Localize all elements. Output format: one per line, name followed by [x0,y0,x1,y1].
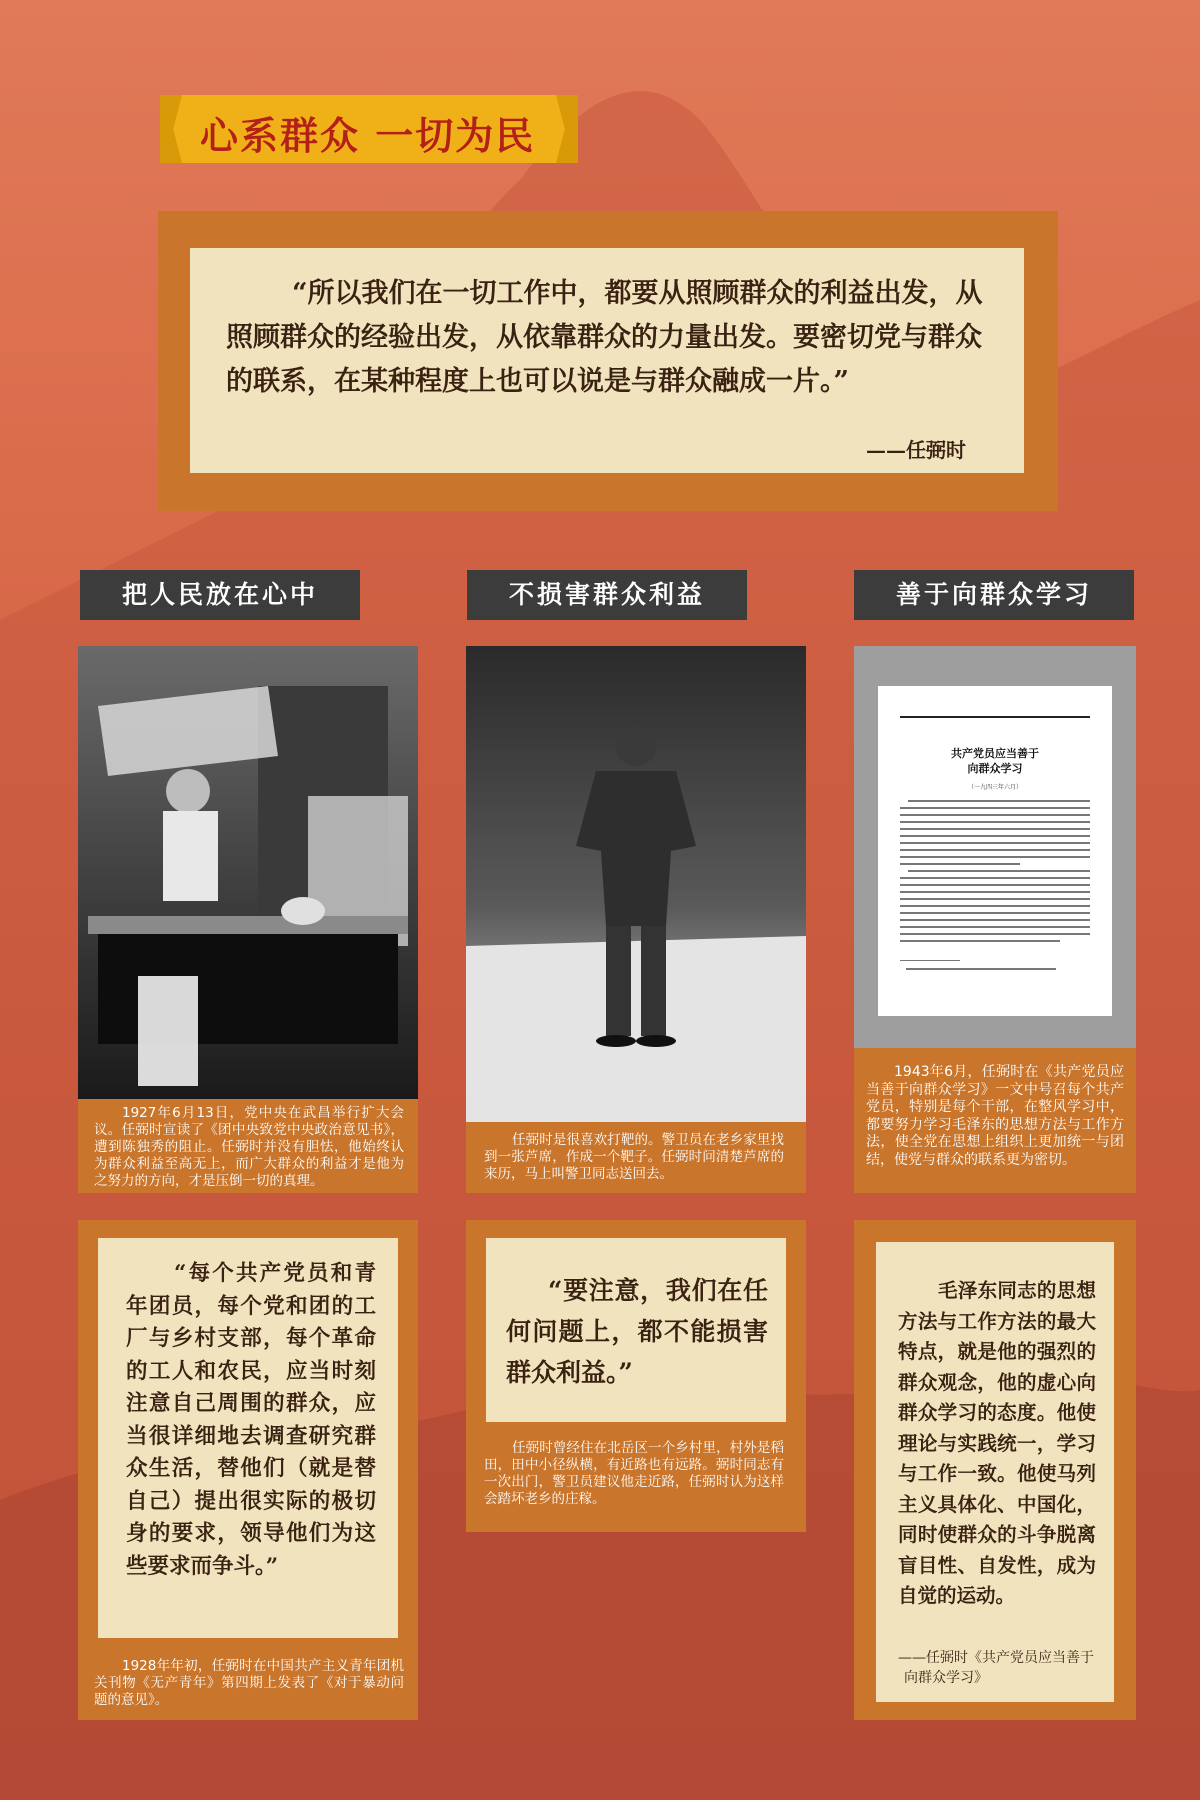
section-header-banner [160,95,578,163]
document-title [878,746,1112,776]
column-3-quote-source: ——任弼时《共产党员应当善于向群众学习》 [898,1650,1094,1686]
column-2-note: 任弼时曾经住在北岳区一个乡村里，村外是稻田，田中小径纵横，有近路也有远路。弼时同志有一次出门，警卫员建议他走近路，任弼时认为这样会踏坏老乡的庄稼。 [484,1440,784,1507]
photo-ren-bishi-desk [78,646,418,1099]
document-title-line-2: 向群众学习 [967,762,1023,775]
column-3-quote-text: 毛泽东同志的思想方法与工作方法的最大特点，就是他的强烈的群众观念，他的虚心向群众学习的态度。他使理论与实践统一，学习与工作一致。他使马列主义具体化、中国化，同时使群众的斗争脱离盲目性、自发性，成为自觉的运动。 [898,1279,1096,1607]
document-body-text [900,796,1090,996]
document-page [878,686,1112,1016]
banner-left-notch [160,95,182,163]
document-rule [900,716,1090,718]
column-2-caption: 任弼时是很喜欢打靶的。警卫员在老乡家里找到一张芦席，作成一个靶子。任弼时问清楚芦席的来历，马上叫警卫同志送回去。 [484,1132,784,1182]
document-date: （一九四三年六月） [967,784,1022,791]
column-title-3: 善于向群众学习 [854,570,1134,620]
main-quote-text: “所以我们在一切工作中，都要从照顾群众的利益出发，从照顾群众的经验出发，从依靠群众的力量出发。要密切党与群众的联系，在某种程度上也可以说是与群众融成一片。” [226,278,983,397]
column-3-caption: 1943年6月，任弼时在《共产党员应当善于向群众学习》一文中号召每个共产党员，特别是每个干部，在整风学习中，都要努力学习毛泽东的思想方法与工作方法，使全党在思想上组织上更加统一与团结，使党与群众的联系更为密切。 [866,1064,1124,1168]
column-1-quote-text: “每个共产党员和青年团员，每个党和团的工厂与乡村支部，每个革命的工人和农民，应当时刻注意自己周围的群众，应当很详细地去调查研究群众生活，替他们（就是替自己）提出很实际的极切身的要求，领导他们为这些要求而争斗。” [126,1261,376,1579]
column-title-2: 不损害群众利益 [467,570,747,620]
photo-ren-bishi-standing [466,646,806,1122]
column-title-1: 把人民放在心中 [80,570,360,620]
column-2-quote-text: “要注意，我们在任何问题上，都不能损害群众利益。” [506,1276,768,1387]
document-title-line-1: 共产党员应当善于 [951,747,1039,760]
column-1-caption: 1927年6月13日，党中央在武昌举行扩大会议。任弼时宣读了《团中央致党中央政治意见书》，遭到陈独秀的阻止。任弼时并没有胆怯，他始终认为群众利益至高无上，而广大群众的利益才是他为之努力的方向，才是压倒一切的真理。 [94,1105,404,1189]
main-quote-author: ——任弼时 [866,438,966,462]
banner-right-notch [556,95,578,163]
column-1-note: 1928年年初，任弼时在中国共产主义青年团机关刊物《无产青年》第四期上发表了《对于暴动问题的意见》。 [94,1658,404,1708]
section-title: 心系群众 一切为民 [200,114,536,158]
